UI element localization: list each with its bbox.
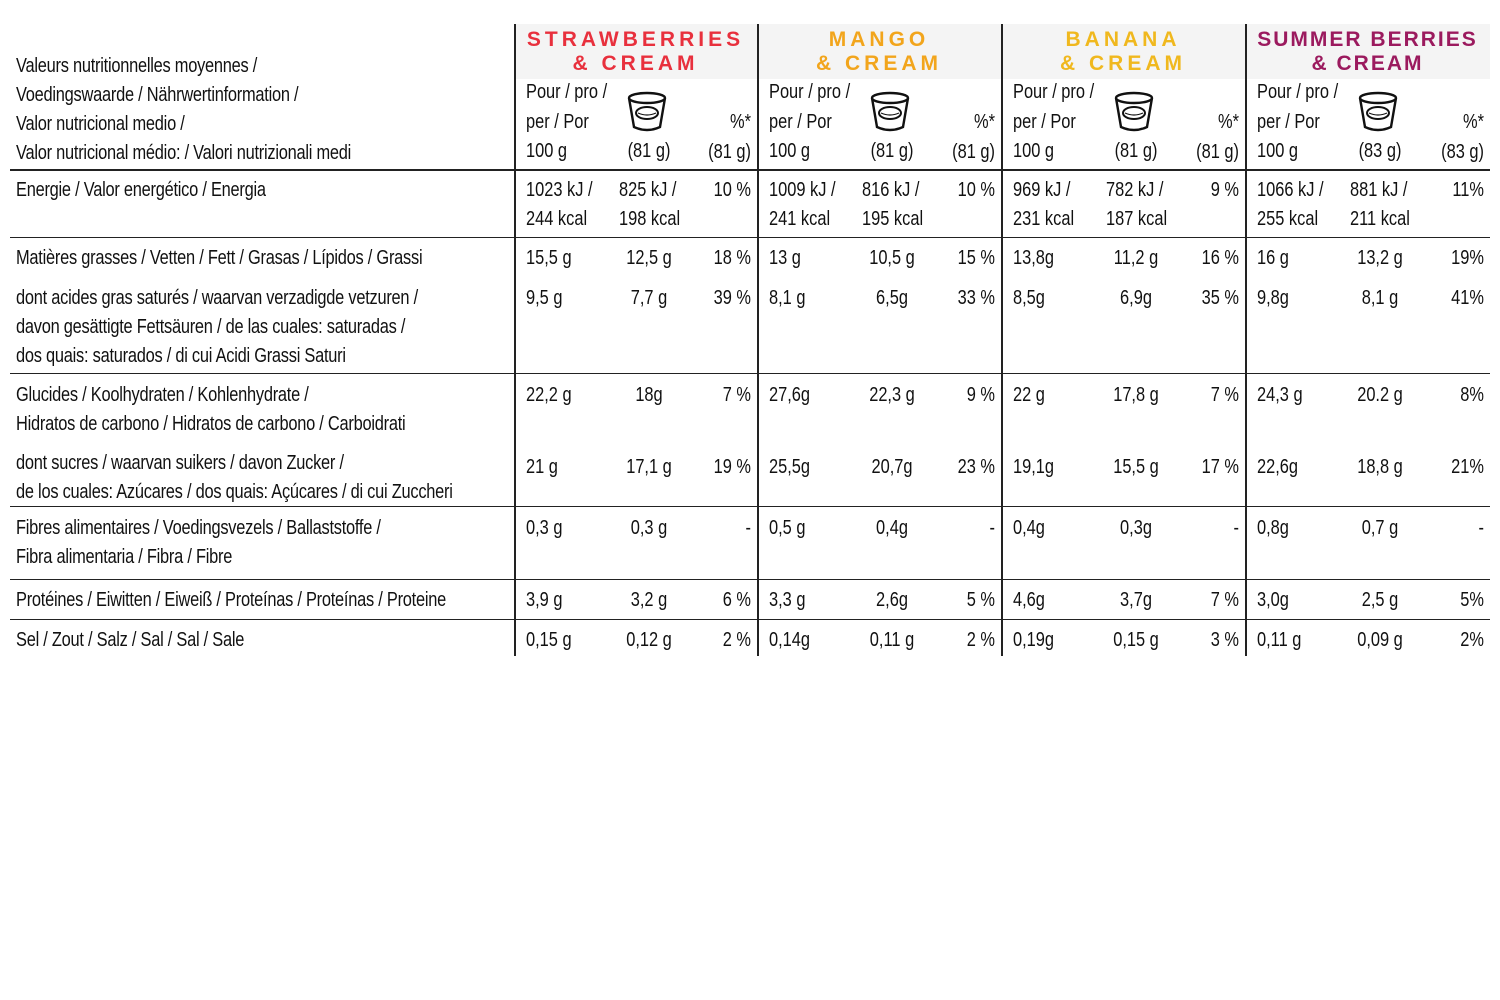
yogurt-pot-icon xyxy=(627,91,667,133)
row-label-line: Sel / Zout / Salz / Sal / Sal / Sale xyxy=(16,629,245,651)
value-percent-ri: 9 % xyxy=(1210,179,1239,201)
value-percent-ri: 17 % xyxy=(1201,456,1239,478)
row-label-line: dont acides gras saturés / waarvan verzadigde vetzuren / xyxy=(16,287,418,309)
value-per-100g: 13 g xyxy=(769,247,801,269)
per-100g-header-line: per / Por xyxy=(769,110,832,133)
value-line: 211 kcal xyxy=(1350,208,1410,230)
value-line: 969 kJ / xyxy=(1013,179,1071,201)
percent-ri-label: %* xyxy=(1463,111,1484,133)
percent-ri-header xyxy=(1183,108,1239,167)
row-label-line: Fibra alimentaria / Fibra / Fibre xyxy=(16,546,233,568)
percent-ri-label: %* xyxy=(730,111,751,133)
per-100g-header-line: Pour / pro / xyxy=(769,81,851,103)
value-per-portion: 18,8 g xyxy=(1357,456,1403,478)
product-title-line1: BANANA xyxy=(1065,28,1181,51)
value-per-100g xyxy=(526,176,593,234)
header-label-line: Valeurs nutritionnelles moyennes / xyxy=(16,55,258,77)
row-divider xyxy=(10,619,1490,620)
per-100g-header-line: 100 g xyxy=(526,140,568,162)
row-label xyxy=(16,586,446,615)
product-title-line2: & CREAM xyxy=(1311,52,1424,75)
value-per-100g xyxy=(1013,176,1074,234)
value-per-portion: 0,11 g xyxy=(869,629,915,651)
value-per-portion: 0,3 g xyxy=(630,517,668,539)
value-line: 1066 kJ / xyxy=(1257,179,1324,201)
value-percent-ri: 3 % xyxy=(1210,629,1239,651)
value-line: 782 kJ / xyxy=(1106,179,1164,201)
value-per-portion: 17,8 g xyxy=(1113,384,1159,406)
portion-header-size: (81 g) xyxy=(627,140,671,162)
value-per-100g: 0,15 g xyxy=(526,629,572,651)
value-line: 816 kJ / xyxy=(862,179,920,201)
value-percent-ri: 18 % xyxy=(713,247,751,269)
product-title xyxy=(757,28,1001,76)
row-divider xyxy=(10,237,1490,238)
value-per-100g: 24,3 g xyxy=(1257,384,1303,406)
value-per-100g: 4,6g xyxy=(1013,589,1045,611)
per-100g-header-line: Pour / pro / xyxy=(1257,81,1339,103)
product-title-line1: STRAWBERRIES xyxy=(526,28,745,51)
row-label-line: Matières grasses / Vetten / Fett / Grasas / Lípidos / Grassi xyxy=(16,247,423,269)
value-per-portion: 3,2 g xyxy=(630,589,668,611)
header-label xyxy=(16,52,351,168)
value-per-100g: 16 g xyxy=(1257,247,1289,269)
per-100g-header xyxy=(1257,78,1338,167)
value-per-portion: 10,5 g xyxy=(869,247,915,269)
value-percent-ri: 19 % xyxy=(713,456,751,478)
value-per-100g: 3,3 g xyxy=(769,589,806,611)
value-per-portion: 17,1 g xyxy=(626,456,672,478)
row-label-line: Hidratos de carbono / Hidratos de carbono / Carboidrati xyxy=(16,413,406,435)
header-label-line: Valor nutricional medio / xyxy=(16,113,185,135)
value-per-100g: 0,14g xyxy=(769,629,811,651)
value-percent-ri: 6 % xyxy=(722,589,751,611)
value-percent-ri: 8% xyxy=(1460,384,1484,406)
portion-header xyxy=(620,137,677,167)
value-percent-ri: 41% xyxy=(1451,287,1484,309)
percent-ri-header xyxy=(695,108,751,167)
value-per-100g: 0,19g xyxy=(1013,629,1055,651)
yogurt-pot-icon xyxy=(870,91,910,133)
row-label xyxy=(16,381,405,439)
column-divider xyxy=(514,24,516,656)
value-per-portion xyxy=(619,176,680,234)
value-percent-ri: - xyxy=(1478,517,1484,539)
row-label-line: Fibres alimentaires / Voedingsvezels / Ballaststoffe / xyxy=(16,517,381,539)
per-100g-header xyxy=(1013,78,1094,167)
value-per-portion: 18g xyxy=(635,384,663,406)
value-per-100g: 15,5 g xyxy=(526,247,572,269)
value-per-portion: 2,5 g xyxy=(1361,589,1399,611)
value-per-100g: 0,5 g xyxy=(769,517,806,539)
portion-header xyxy=(863,137,920,167)
value-line: 241 kcal xyxy=(769,208,831,230)
row-label-line: Energie / Valor energético / Energia xyxy=(16,179,266,201)
portion-header-size: (83 g) xyxy=(1358,140,1402,162)
portion-header-size: (81 g) xyxy=(870,140,914,162)
value-line: 825 kJ / xyxy=(619,179,677,201)
product-title xyxy=(1245,28,1490,76)
value-per-portion: 3,7g xyxy=(1120,589,1152,611)
value-per-100g: 0,8g xyxy=(1257,517,1289,539)
product-title-line2: & CREAM xyxy=(572,52,699,75)
value-per-portion: 0,15 g xyxy=(1113,629,1159,651)
value-percent-ri: 11% xyxy=(1452,179,1484,201)
value-per-portion: 22,3 g xyxy=(869,384,915,406)
percent-ri-portion: (83 g) xyxy=(1441,140,1484,163)
row-divider xyxy=(10,373,1490,374)
value-percent-ri: 23 % xyxy=(957,456,995,478)
percent-ri-label: %* xyxy=(1218,111,1239,133)
value-percent-ri: 10 % xyxy=(713,179,751,201)
value-line: 244 kcal xyxy=(526,208,588,230)
portion-header xyxy=(1351,137,1408,167)
value-percent-ri: 7 % xyxy=(1210,589,1239,611)
row-label-line: Glucides / Koolhydraten / Kohlenhydrate / xyxy=(16,384,309,406)
value-percent-ri: 5% xyxy=(1460,589,1484,611)
value-per-portion: 12,5 g xyxy=(626,247,672,269)
row-label xyxy=(16,449,453,507)
per-100g-header xyxy=(526,78,607,167)
value-per-portion: 0,4g xyxy=(876,517,908,539)
value-per-100g: 8,1 g xyxy=(769,287,806,309)
value-per-100g: 27,6g xyxy=(769,384,811,406)
product-title xyxy=(1001,28,1245,76)
row-label-line: dos quais: saturados / di cui Acidi Grassi Saturi xyxy=(16,345,346,367)
product-title-line1: SUMMER BERRIES xyxy=(1257,28,1478,51)
header-label-line: Voedingswaarde / Nährwertinformation / xyxy=(16,84,299,106)
value-per-100g: 8,5g xyxy=(1013,287,1045,309)
value-percent-ri: - xyxy=(745,517,751,539)
value-per-100g: 22 g xyxy=(1013,384,1045,406)
value-percent-ri: 16 % xyxy=(1201,247,1239,269)
value-percent-ri: 35 % xyxy=(1201,287,1239,309)
value-line: 1023 kJ / xyxy=(526,179,593,201)
product-title-line1: MANGO xyxy=(828,28,930,51)
value-line: 231 kcal xyxy=(1013,208,1075,230)
yogurt-pot-icon xyxy=(1114,91,1154,133)
value-per-portion: 0,3g xyxy=(1120,517,1152,539)
row-label xyxy=(16,626,244,655)
per-100g-header-line: Pour / pro / xyxy=(526,81,608,103)
product-title-line2: & CREAM xyxy=(1060,52,1186,75)
row-label-line: dont sucres / waarvan suikers / davon Zucker / xyxy=(16,452,344,474)
per-100g-header-line: per / Por xyxy=(1013,110,1076,133)
per-100g-header-line: per / Por xyxy=(1257,110,1320,133)
value-per-portion: 6,5g xyxy=(876,287,908,309)
value-percent-ri: 15 % xyxy=(957,247,995,269)
column-divider xyxy=(757,24,759,656)
value-percent-ri: 2 % xyxy=(966,629,995,651)
per-100g-header xyxy=(769,78,850,167)
value-per-100g: 3,9 g xyxy=(526,589,563,611)
value-percent-ri: 7 % xyxy=(1210,384,1239,406)
column-divider xyxy=(1245,24,1247,656)
value-per-portion: 20.2 g xyxy=(1357,384,1403,406)
value-per-100g: 22,6g xyxy=(1257,456,1299,478)
product-title-line2: & CREAM xyxy=(816,52,942,75)
value-per-portion: 0,7 g xyxy=(1361,517,1399,539)
row-label xyxy=(16,514,381,572)
row-label xyxy=(16,176,266,205)
value-per-portion: 13,2 g xyxy=(1357,247,1403,269)
value-per-portion: 0,12 g xyxy=(626,629,672,651)
value-per-100g: 13,8g xyxy=(1013,247,1055,269)
value-percent-ri: - xyxy=(1233,517,1239,539)
percent-ri-label: %* xyxy=(974,111,995,133)
value-per-portion: 7,7 g xyxy=(630,287,668,309)
value-per-portion xyxy=(862,176,923,234)
value-percent-ri: 39 % xyxy=(713,287,751,309)
value-per-100g xyxy=(769,176,836,234)
yogurt-pot-icon xyxy=(1358,91,1398,133)
percent-ri-portion: (81 g) xyxy=(1196,140,1239,163)
value-percent-ri: 2 % xyxy=(722,629,751,651)
value-percent-ri: 10 % xyxy=(957,179,995,201)
value-line: 1009 kJ / xyxy=(769,179,836,201)
percent-ri-portion: (81 g) xyxy=(952,140,995,163)
value-percent-ri: - xyxy=(989,517,995,539)
value-per-100g: 22,2 g xyxy=(526,384,572,406)
portion-header xyxy=(1107,137,1164,167)
row-label-line: davon gesättigte Fettsäuren / de las cuales: saturadas / xyxy=(16,316,406,338)
row-label-line: Protéines / Eiwitten / Eiweiß / Proteínas / Proteínas / Proteine xyxy=(16,589,447,611)
value-percent-ri: 19% xyxy=(1451,247,1484,269)
percent-ri-portion: (81 g) xyxy=(708,140,751,163)
per-100g-header-line: Pour / pro / xyxy=(1013,81,1095,103)
portion-header-size: (81 g) xyxy=(1114,140,1158,162)
value-per-100g: 19,1g xyxy=(1013,456,1055,478)
percent-ri-header xyxy=(939,108,995,167)
value-per-100g: 9,8g xyxy=(1257,287,1289,309)
value-percent-ri: 33 % xyxy=(957,287,995,309)
value-per-portion: 8,1 g xyxy=(1361,287,1399,309)
value-per-100g xyxy=(1257,176,1324,234)
value-line: 881 kJ / xyxy=(1350,179,1408,201)
value-per-portion xyxy=(1106,176,1167,234)
per-100g-header-line: 100 g xyxy=(769,140,811,162)
value-per-portion xyxy=(1350,176,1410,234)
value-per-portion: 11,2 g xyxy=(1113,247,1159,269)
column-divider xyxy=(1001,24,1003,656)
value-line: 255 kcal xyxy=(1257,208,1319,230)
percent-ri-header xyxy=(1428,108,1484,167)
value-per-portion: 6,9g xyxy=(1120,287,1152,309)
value-percent-ri: 5 % xyxy=(966,589,995,611)
value-percent-ri: 7 % xyxy=(722,384,751,406)
value-per-portion: 2,6g xyxy=(876,589,908,611)
value-per-portion: 15,5 g xyxy=(1113,456,1159,478)
row-label-line: de los cuales: Azúcares / dos quais: Açúcares / di cui Zuccheri xyxy=(16,481,453,503)
value-per-portion: 20,7g xyxy=(871,456,913,478)
value-line: 198 kcal xyxy=(619,208,681,230)
value-per-portion: 0,09 g xyxy=(1357,629,1403,651)
header-label-line: Valor nutricional médio: / Valori nutrizionali medi xyxy=(16,142,352,164)
value-per-100g: 0,11 g xyxy=(1257,629,1302,651)
nutrition-table xyxy=(10,24,1490,656)
value-percent-ri: 9 % xyxy=(966,384,995,406)
value-percent-ri: 2% xyxy=(1460,629,1484,651)
value-per-100g: 25,5g xyxy=(769,456,811,478)
value-per-100g: 9,5 g xyxy=(526,287,563,309)
per-100g-header-line: 100 g xyxy=(1013,140,1055,162)
value-per-100g: 3,0g xyxy=(1257,589,1289,611)
row-divider xyxy=(10,579,1490,580)
value-per-100g: 21 g xyxy=(526,456,558,478)
product-title xyxy=(514,28,757,76)
value-line: 195 kcal xyxy=(862,208,924,230)
value-per-100g: 0,3 g xyxy=(526,517,563,539)
row-divider xyxy=(10,506,1490,507)
per-100g-header-line: 100 g xyxy=(1257,140,1299,162)
value-percent-ri: 21% xyxy=(1451,456,1484,478)
value-per-100g: 0,4g xyxy=(1013,517,1045,539)
row-label xyxy=(16,244,422,273)
row-divider xyxy=(10,169,1490,171)
row-label xyxy=(16,284,418,371)
per-100g-header-line: per / Por xyxy=(526,110,589,133)
value-line: 187 kcal xyxy=(1106,208,1168,230)
